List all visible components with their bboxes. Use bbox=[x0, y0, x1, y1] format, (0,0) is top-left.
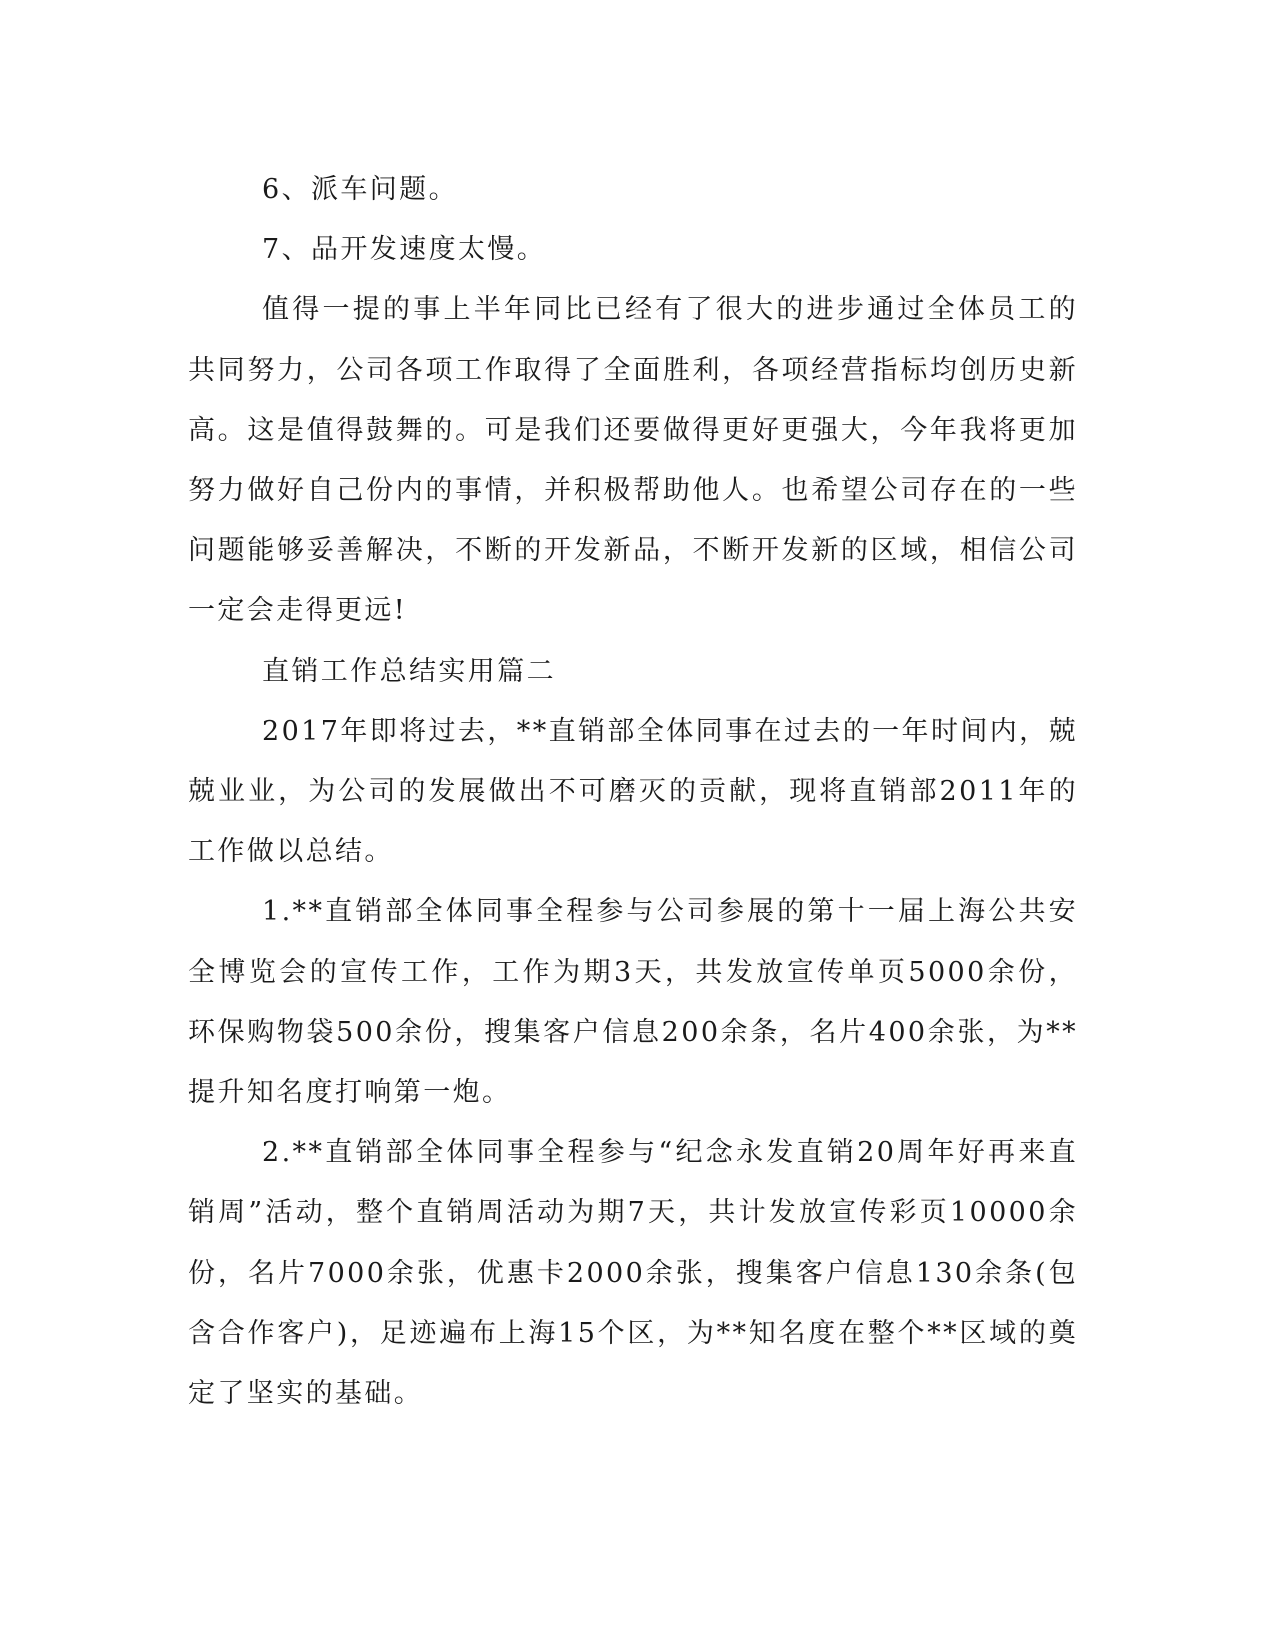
summary-paragraph: 值得一提的事上半年同比已经有了很大的进步通过全体员工的共同努力，公司各项工作取得了全面胜利，各项经营指标均创历史新高。这是值得鼓舞的。可是我们还要做得更好更强大，今年我将更加努力做好自己份内的事情，并积极帮助他人。也希望公司存在的一些问题能够妥善解决，不断的开发新品，不断开发新的区域，相信公司一定会走得更远! bbox=[188, 294, 1078, 627]
section-heading: 直销工作总结实用篇二 bbox=[262, 655, 556, 687]
intro-paragraph: 2017年即将过去，**直销部全体同事在过去的一年时间内，兢兢业业，为公司的发展做出不可磨灭的贡献，现将直销部2011年的工作做以总结。 bbox=[188, 715, 1078, 868]
list-item-7: 7、品开发速度太慢。 bbox=[262, 234, 547, 266]
item-paragraph-2: 2.**直销部全体同事全程参与“纪念永发直销20周年好再来直销周”活动，整个直销周活动为期7天，共计发放宣传彩页10000余份，名片7000余张，优惠卡2000余张，搜集客户信息130余条(包含合作客户)，足迹遍布上海15个区，为**知名度在整个**区域的奠定了坚实的基础。 bbox=[188, 1137, 1078, 1410]
list-item-6: 6、派车问题。 bbox=[262, 174, 458, 205]
item-paragraph-1: 1.**直销部全体同事全程参与公司参展的第十一届上海公共安全博览会的宣传工作，工作为期3天，共发放宣传单页5000余份，环保购物袋500余份，搜集客户信息200余条，名片400余张，为**提升知名度打响第一炮。 bbox=[188, 896, 1078, 1109]
document-body bbox=[188, 160, 1078, 1424]
